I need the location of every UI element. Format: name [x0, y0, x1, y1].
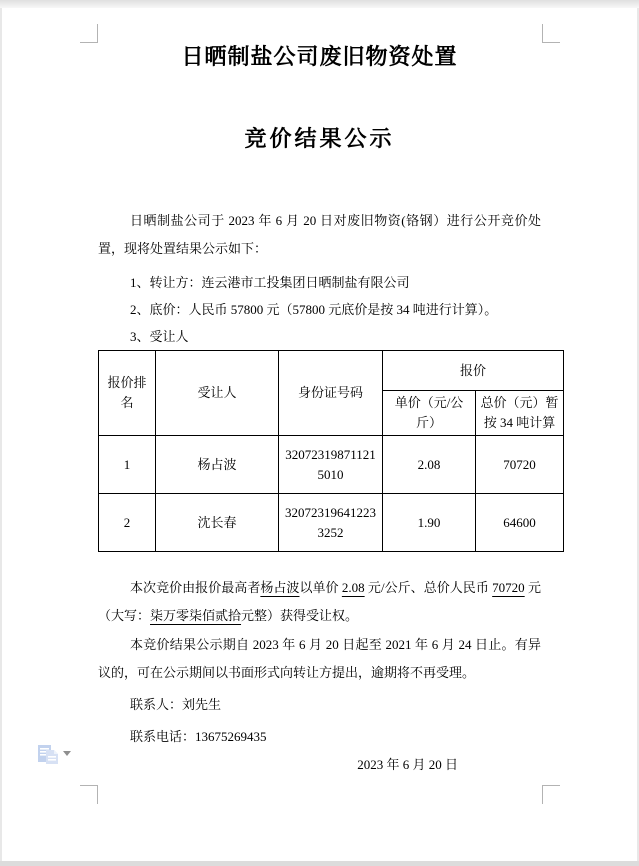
cell-id-number: 320723196412233252: [279, 494, 383, 552]
date-line: 2023 年 6 月 20 日: [357, 757, 458, 772]
amount-in-words: 柒万零柒佰贰拾: [150, 608, 242, 623]
crop-mark-top-left: [80, 24, 98, 43]
cell-name: 杨占波: [156, 436, 279, 494]
workspace-edge-left: [0, 8, 2, 861]
winning-unit-price: 2.08: [341, 580, 365, 595]
result-text: 元整）获得受让权。: [241, 608, 359, 623]
paste-options-icon[interactable]: [37, 742, 59, 770]
winning-total-price: 70720: [492, 580, 525, 595]
list-item-transferor: 1、转让方：连云港市工投集团日晒制盐有限公司: [130, 275, 410, 290]
paste-options-button[interactable]: [37, 742, 73, 766]
table-row: [99, 436, 564, 494]
result-text: 元/公斤、总价人民币: [364, 580, 493, 595]
col-header-unit-price: 单价（元/公斤）: [383, 391, 476, 436]
numbered-list: [98, 269, 541, 350]
cell-unit-price: 1.90: [383, 494, 476, 552]
chevron-down-icon[interactable]: [63, 751, 71, 756]
crop-mark-bottom-left: [80, 785, 98, 804]
cell-rank: 1: [99, 436, 156, 494]
crop-mark-bottom-right: [542, 785, 560, 804]
cell-total-price: 70720: [476, 436, 564, 494]
contact-phone-line: 联系电话：13675269435: [130, 729, 267, 744]
document-body: [98, 0, 559, 779]
cell-id-number: 320723198711215010: [279, 436, 383, 494]
list-item-transferee: 3、受让人: [130, 329, 189, 344]
result-text: 本次竞价由报价最高者: [130, 580, 261, 595]
col-header-quote-group: 报价: [383, 351, 564, 391]
result-paragraph: [98, 574, 541, 630]
notice-paragraph: 本竞价结果公示期自 2023 年 6 月 20 日起至 2021 年 6 月 24 日止。有异议的，可在公示期间以书面形式向转让方提出，逾期将不再受理。: [98, 637, 541, 680]
result-text: 元（大写：: [98, 580, 541, 623]
col-header-transferee: 受让人: [156, 351, 279, 436]
workspace-edge-bottom: [0, 861, 639, 866]
page-subtitle: 竞价结果公示: [244, 126, 395, 151]
contact-person-line: 联系人：刘先生: [130, 697, 222, 712]
page-title: 日晒制盐公司废旧物资处置: [181, 44, 458, 69]
cell-rank: 2: [99, 494, 156, 552]
winner-name: 杨占波: [260, 580, 300, 595]
cell-name: 沈长春: [156, 494, 279, 552]
cell-unit-price: 2.08: [383, 436, 476, 494]
crop-mark-top-right: [542, 24, 560, 43]
col-header-id-number: 身份证号码: [279, 351, 383, 436]
intro-paragraph: 日晒制盐公司于 2023 年 6 月 20 日对废旧物资(铬钢）进行公开竞价处置，现将处置结果公示如下：: [98, 213, 541, 256]
bid-results-table: [98, 350, 564, 552]
list-item-base-price: 2、底价：人民币 57800 元（57800 元底价是按 34 吨进行计算）。: [130, 302, 498, 317]
result-text: 以单价: [299, 580, 342, 595]
col-header-total-price: 总价（元）暂按 34 吨计算: [476, 391, 564, 436]
cell-total-price: 64600: [476, 494, 564, 552]
col-header-rank: 报价排名: [99, 351, 156, 436]
table-row: [99, 494, 564, 552]
